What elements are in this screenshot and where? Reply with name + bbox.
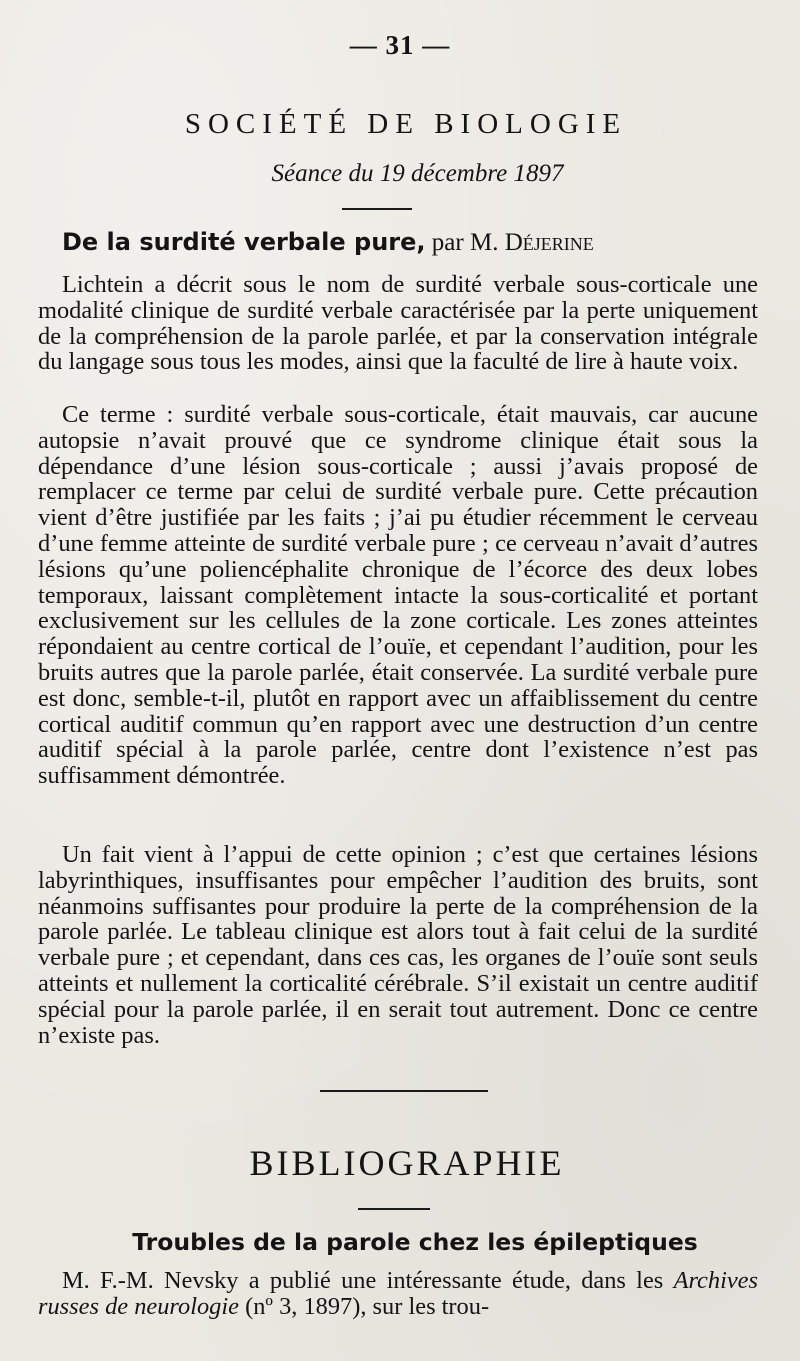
article-title: De la surdité verbale pure, — [62, 228, 426, 256]
article-paragraph — [38, 272, 758, 375]
journal-name: Archives russes de neurologie — [38, 1267, 758, 1320]
paragraph-text: Lichtein a décrit sous le nom de surdité verbale sous-corticale une modalité clinique de surdité verbale caractérisée par la perte uniquement de la compréhension de la parole parlée, et par la conservation intégrale du langage sous tous les modes, ainsi que la faculté de lire à haute voix. — [38, 271, 758, 376]
article-byline: par M. — [431, 229, 499, 256]
divider-rule — [342, 208, 412, 210]
paragraph-text: Un fait vient à l’appui de cette opinion ; c’est que certaines lésions labyrinthiques, insuffisantes pour empêcher l’audition des bruits, sont néanmoins suffisantes pour produire la perte de la compréhension de la parole parlée. Le tableau clinique est alors tout à fait celui de la surdité verbale pure ; et cependant, dans ces cas, les organes de l’ouïe sont seuls atteints et nullement la corticalité cérébrale. S’il existait un centre auditif spécial pour la parole parlée, il en serait tout autrement. Donc ce centre n’existe pas. — [38, 841, 758, 1049]
bibliography-paragraph — [38, 1268, 758, 1320]
paragraph-text: Ce terme : surdité verbale sous-corticale, était mauvais, car aucune autopsie n’avait prouvé que ce syndrome clinique était sous la dépendance d’une lésion sous-corticale ; aussi j’avais proposé de remplacer ce terme par celui de surdité verbale pure. Cette précaution vient d’être justifiée par les faits ; j’ai pu étudier récemment le cerveau d’une femme atteinte de surdité verbale pure ; ce cerveau n’avait d’autres lésions qu’une poliencéphalite chronique de l’écorce des deux lobes temporaux, laissant complètement intacte la sous-corticalité et portant exclusivement sur les cellules de la zone corticale. Les zones atteintes répondaient au centre cortical de l’ouïe, et cependant l’audition, pour les bruits autres que la parole parlée, était conservée. La surdité verbale pure est donc, semble-t-il, plutôt en rapport avec un affaiblissement du centre cortical auditif commun qu’en rapport avec une destruction d’un centre auditif spécial à la parole parlée, centre dont l’existence n’est pas suffisamment démontrée. — [38, 401, 758, 790]
text-after-journal: (nº 3, 1897), sur les trou- — [245, 1292, 490, 1320]
bibliography-title: BIBLIOGRAPHIE — [249, 1143, 565, 1183]
page-number: — 31 — — [349, 30, 451, 60]
society-title: SOCIÉTÉ DE BIOLOGIE — [184, 108, 628, 140]
article-author: Déjerine — [504, 229, 594, 256]
divider-rule — [358, 1208, 430, 1210]
article-heading — [62, 228, 762, 257]
text-before-journal: M. F.-M. Nevsky a publié une intéressante étude, dans les — [62, 1267, 664, 1294]
paragraph-text — [38, 1268, 758, 1320]
article-paragraph — [38, 402, 758, 789]
bibliography-subheading: Troubles de la parole chez les épileptiques — [132, 1228, 698, 1256]
divider-rule — [320, 1090, 488, 1092]
article-paragraph — [38, 842, 758, 1048]
session-date: Séance du 19 décembre 1897 — [271, 160, 564, 187]
